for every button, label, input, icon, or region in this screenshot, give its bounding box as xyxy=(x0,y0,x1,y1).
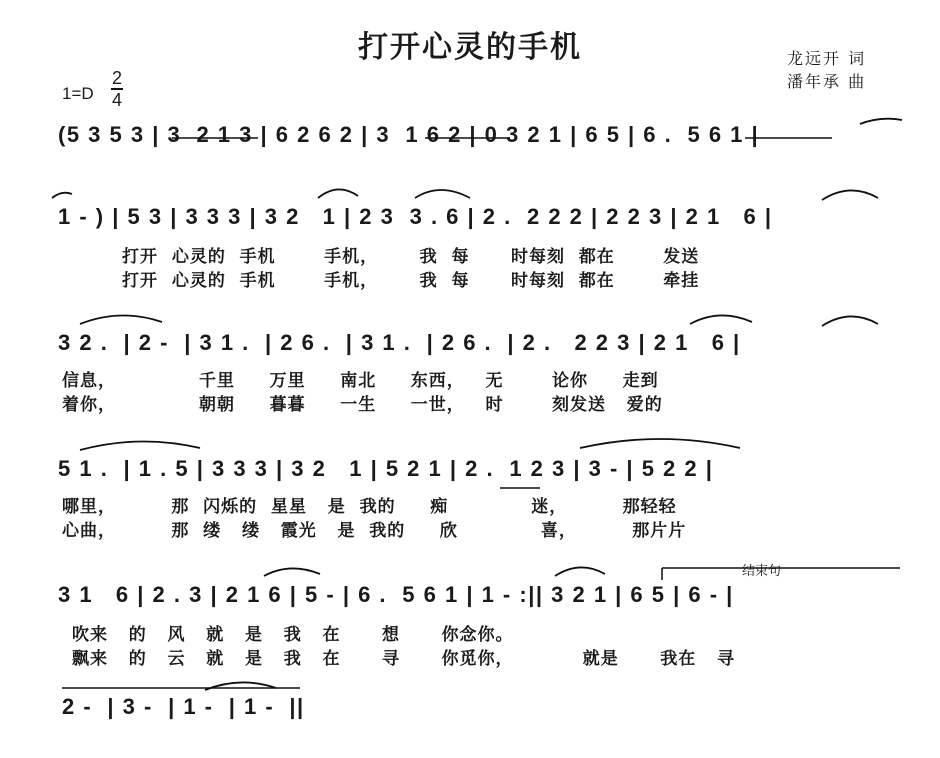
lyrics-verse-1: 打开 心灵的 手机 手机， 我 每 时每刻 都在 发送 xyxy=(122,247,700,267)
lyrics-verse-2: 心曲， 那 缕 缕 霞光 是 我的 欣 喜， 那片片 xyxy=(62,521,687,541)
lyrics-verse-1: 哪里， 那 闪烁的 星星 是 我的 痴 迷， 那轻轻 xyxy=(62,497,677,517)
composer-credit: 潘年承 曲 xyxy=(787,72,867,91)
lyrics-verse-2: 打开 心灵的 手机 手机， 我 每 时每刻 都在 牵挂 xyxy=(122,271,700,291)
lyricist-credit: 龙远开 词 xyxy=(787,49,867,68)
notation-line: 3 2 . | 2 - | 3 1 . | 2 6 . | 3 1 . | 2 6 . | 2 . 2 2 3 | 2 1 6 | xyxy=(58,330,741,355)
time-signature-top: 2 xyxy=(111,68,122,88)
notation-line: 3 1 6 | 2 . 3 | 2 1 6 | 5 - | 6 . 5 6 1 | 1 - :|| 3 2 1 | 6 5 | 6 - | xyxy=(58,582,734,607)
key-signature: 1=D xyxy=(62,84,94,103)
lyrics-verse-2: 飘来 的 云 就 是 我 在 寻 你觅你， 就是 我在 寻 xyxy=(72,649,736,669)
lyrics-verse-1: 吹来 的 风 就 是 我 在 想 你念你。 xyxy=(72,625,514,645)
lyrics-verse-2: 着你， 朝朝 暮暮 一生 一世， 时 刻发送 爱的 xyxy=(62,395,663,415)
notation-line: 5 1 . | 1 . 5 | 3 3 3 | 3 2 1 | 5 2 1 | 2 . 1 2 3 | 3 - | 5 2 2 | xyxy=(58,456,714,481)
slur-marks xyxy=(0,672,940,742)
time-signature-bottom: 4 xyxy=(111,90,122,110)
time-signature xyxy=(110,68,124,110)
notation-line: 1 - ) | 5 3 | 3 3 3 | 3 2 1 | 2 3 3 . 6 | 2 . 2 2 2 | 2 2 3 | 2 1 6 | xyxy=(58,204,773,229)
song-title: 打开心灵的手机 xyxy=(358,30,582,65)
notation-line: (5 3 5 3 | 3 2 1 3 | 6 2 6 2 | 3 1 6 2 | 0 3 2 1 | 6 5 | 6 . 5 6 1 | xyxy=(58,122,760,147)
notation-line: 2 - | 3 - | 1 - | 1 - || xyxy=(62,694,305,719)
slur-marks xyxy=(0,108,940,178)
lyrics-verse-1: 信息， 千里 万里 南北 东西， 无 论你 走到 xyxy=(62,371,659,391)
end-phrase-label: 结束句 xyxy=(742,564,782,579)
